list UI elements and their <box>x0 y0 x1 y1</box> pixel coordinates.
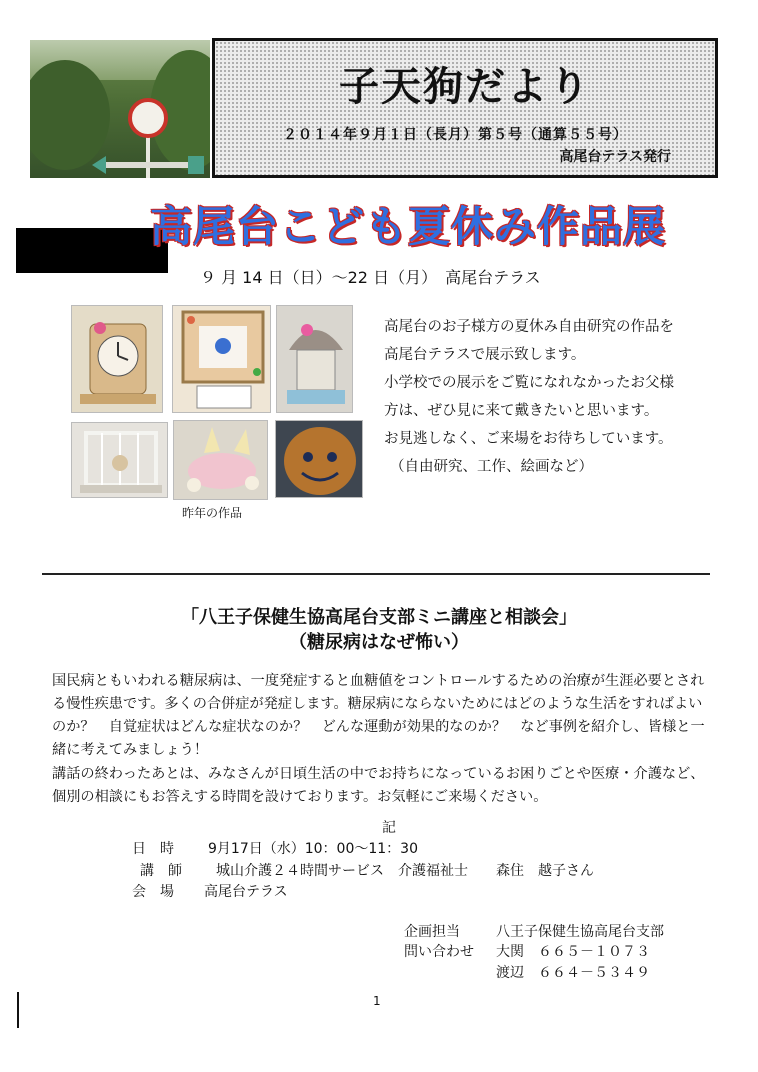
artwork-photo-cage <box>71 422 168 498</box>
artwork-photo-frame <box>172 305 271 413</box>
redaction-block <box>16 228 168 273</box>
newsletter-title: 子天狗だより <box>339 64 591 110</box>
issue-line: ２０１４年９月１日（長月）第５号（通算５５号） <box>283 127 628 143</box>
datetime-label: 日 時 <box>132 841 174 857</box>
datetime-row <box>132 838 418 858</box>
venue-value: 高尾台テラス <box>204 884 288 900</box>
artwork-photo-character <box>173 420 268 500</box>
description-line: お見逃しなく、ご来場をお待ちしています。 <box>384 431 673 447</box>
exhibition-description <box>384 313 734 481</box>
newsletter-title-box <box>212 38 718 178</box>
description-line: 高尾台のお子様方の夏休み自由研究の作品を <box>384 319 674 335</box>
lecture-paragraph-1: 国民病ともいわれる糖尿病は、一度発症すると血糖値をコントロールするための治療が生涯必要とされる慢性疾患です。多くの合併症が発症します。糖尿病にならないためにはどのような生活をすればよいのか？ 自覚症状はどんな症状なのか？ どんな運動が効果的なのか？ など事例を紹介し、皆様と一緒に考えてみましょう！ <box>52 673 705 758</box>
photo-caption: 昨年の作品 <box>182 506 243 520</box>
lecture-title: 「八王子保健生協高尾台支部ミニ講座と相談会」 <box>181 607 577 628</box>
description-line: 小学校での展示をご覧になれなかったお父様 <box>384 375 674 391</box>
datetime-value: 9月17日（水）10：00～11：30 <box>208 841 418 857</box>
contact-1: 大関 ６６５－１０７３ <box>496 944 650 960</box>
margin-mark <box>17 992 19 1028</box>
artwork-photo-clock <box>71 305 163 413</box>
page-number: 1 <box>373 994 381 1008</box>
inquiry-label: 問い合わせ <box>404 944 474 960</box>
description-line: 高尾台テラスで展示致します。 <box>384 347 586 363</box>
ki-mark: 記 <box>382 820 396 836</box>
lecturer-row <box>140 860 594 880</box>
header-photo <box>30 40 210 178</box>
section-divider <box>42 573 710 575</box>
tengu-sign-icon <box>128 98 168 138</box>
exhibition-title: 高尾台こども夏休み作品展 <box>150 202 667 251</box>
organizer-value: 八王子保健生協高尾台支部 <box>496 924 664 940</box>
lecturer-label: 講 師 <box>140 863 182 879</box>
description-line: 方は、ぜひ見に来て戴きたいと思います。 <box>384 403 659 419</box>
description-line: （自由研究、工作、絵画など） <box>390 459 593 475</box>
venue-label: 会 場 <box>132 884 174 900</box>
exhibition-date: ９ 月 14 日（日）～22 日（月） 高尾台テラス <box>200 268 541 287</box>
venue-row <box>132 881 288 901</box>
artwork-photo-face <box>275 420 363 498</box>
lecture-subtitle: （糖尿病はなぜ怖い） <box>289 632 469 653</box>
lecturer-value: 城山介護２４時間サービス 介護福祉士 森住 越子さん <box>216 863 594 879</box>
publisher: 高尾台テラス発行 <box>559 149 671 165</box>
contact-2: 渡辺 ６６４－５３４９ <box>496 965 650 981</box>
artwork-photo-lamp <box>276 305 353 413</box>
organizer-label: 企画担当 <box>404 924 460 940</box>
lecture-paragraph-2: 講話の終わったあとは、みなさんが日頃生活の中でお持ちになっているお困りごとや医療・介護など、個別の相談にもお答えする時間を設けております。お気軽にご来場ください。 <box>52 766 705 805</box>
